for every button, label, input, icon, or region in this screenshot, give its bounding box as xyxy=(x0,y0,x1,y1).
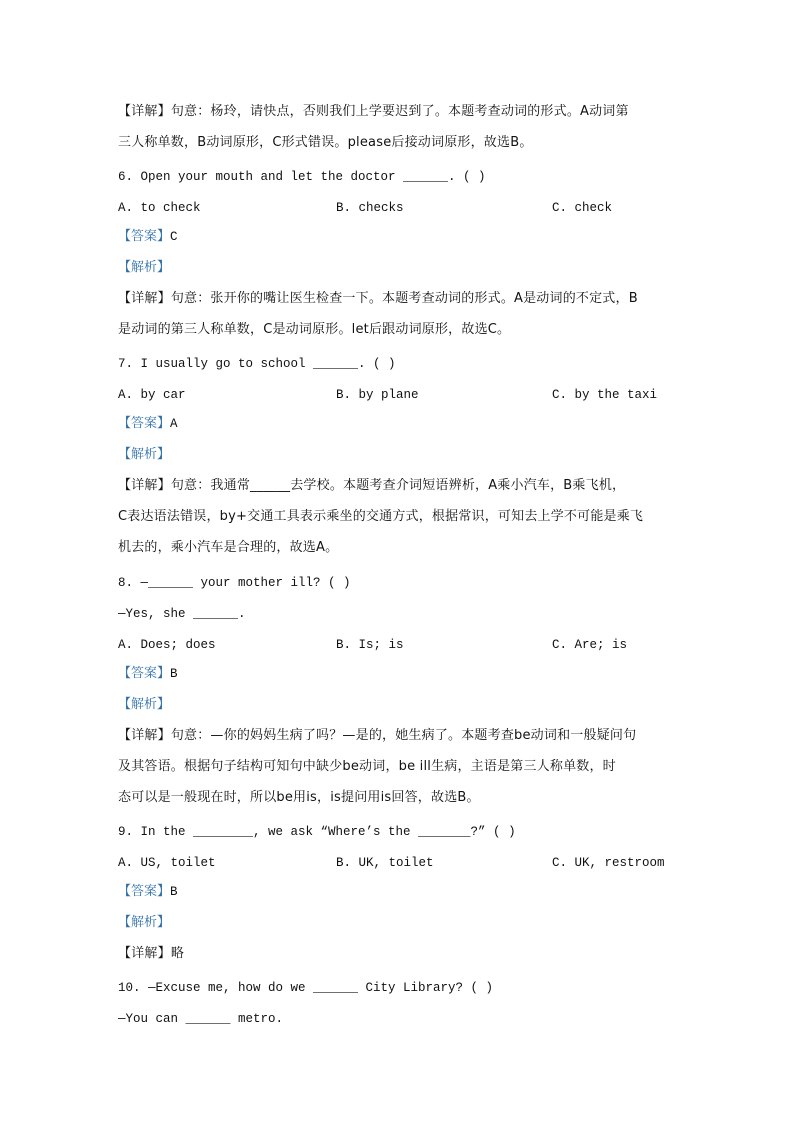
q7-answer-label: 【答案】 xyxy=(118,416,171,431)
q8-detail-text-1: 句意：—你的妈妈生病了吗？—是的，她生病了。本题考查be动词和一般疑问句 xyxy=(170,728,637,743)
q9-options xyxy=(118,854,718,872)
q6-answer xyxy=(118,228,178,246)
q7-answer-value: A xyxy=(170,417,178,431)
q9-question: 9. In the ________, we ask “Where’s the _______?” ( ) xyxy=(118,825,516,839)
q9-answer-value: B xyxy=(170,885,178,899)
q7-answer xyxy=(118,415,178,433)
q8-option-c: C. Are; is xyxy=(552,638,628,652)
q8-answer-label: 【答案】 xyxy=(118,666,171,681)
q6-option-a: A. to check xyxy=(118,201,201,215)
q8-option-a: A. Does; does xyxy=(118,638,216,652)
q6-answer-value: C xyxy=(170,230,178,244)
q8-option-b: B. Is; is xyxy=(336,638,404,652)
q6-option-c: C. check xyxy=(552,201,613,215)
q6-answer-label: 【答案】 xyxy=(118,229,171,244)
q9-option-c: C. UK, restroom xyxy=(552,856,665,870)
q8-detail-line-1 xyxy=(118,727,636,745)
q9-answer-label: 【答案】 xyxy=(118,884,171,899)
q7-option-c: C. by the taxi xyxy=(552,388,658,402)
q5-detail-text-1: 句意：杨玲，请快点，否则我们上学要迟到了。本题考查动词的形式。A动词第 xyxy=(170,104,629,119)
q6-analysis-label: 【解析】 xyxy=(118,260,171,275)
q8-analysis-label: 【解析】 xyxy=(118,697,171,712)
q5-detail-label: 【详解】 xyxy=(118,104,171,119)
q6-detail-text-1: 句意：张开你的嘴让医生检查一下。本题考查动词的形式。A是动词的不定式，B xyxy=(170,291,638,306)
q6-detail-label: 【详解】 xyxy=(118,291,171,306)
q9-analysis-label: 【解析】 xyxy=(118,915,171,930)
q9-detail-label: 【详解】 xyxy=(118,946,171,961)
q9-answer xyxy=(118,883,178,901)
q6-options xyxy=(118,199,718,217)
q5-detail-line-2: 三人称单数，B动词原形，C形式错误。please后接动词原形，故选B。 xyxy=(118,135,533,150)
q8-reply: —Yes, she ______. xyxy=(118,607,246,621)
q7-detail-line-2: C表达语法错误，by+交通工具表示乘坐的交通方式，根据常识，可知去上学不可能是乘飞 xyxy=(118,509,644,524)
q10-question: 10. —Excuse me, how do we ______ City Library? ( ) xyxy=(118,981,494,995)
q8-detail-label: 【详解】 xyxy=(118,728,171,743)
q7-detail-line-1 xyxy=(118,477,625,495)
q6-detail-line-2: 是动词的第三人称单数，C是动词原形。let后跟动词原形，故选C。 xyxy=(118,322,511,337)
q6-option-b: B. checks xyxy=(336,201,404,215)
q8-detail-line-2: 及其答语。根据句子结构可知句中缺少be动词，be ill生病，主语是第三人称单数，时 xyxy=(118,759,616,774)
q9-detail xyxy=(118,945,184,963)
q8-options xyxy=(118,636,718,654)
q7-detail-line-3: 机去的，乘小汽车是合理的，故选A。 xyxy=(118,540,339,555)
q5-detail-line-1 xyxy=(118,103,629,121)
q7-options xyxy=(118,386,718,404)
q8-detail-line-3: 态可以是一般现在时，所以be用is，is提问用is回答，故选B。 xyxy=(118,790,480,805)
q10-reply: —You can ______ metro. xyxy=(118,1012,284,1026)
q9-detail-text: 略 xyxy=(170,946,185,961)
q9-option-a: A. US, toilet xyxy=(118,856,216,870)
q6-detail-line-1 xyxy=(118,290,638,308)
q8-answer-value: B xyxy=(170,667,178,681)
q7-option-b: B. by plane xyxy=(336,388,419,402)
q7-option-a: A. by car xyxy=(118,388,186,402)
q8-answer xyxy=(118,665,178,683)
q7-detail-label: 【详解】 xyxy=(118,478,171,493)
q8-question: 8. —______ your mother ill? ( ) xyxy=(118,576,351,590)
q7-analysis-label: 【解析】 xyxy=(118,447,171,462)
q9-option-b: B. UK, toilet xyxy=(336,856,434,870)
q6-question: 6. Open your mouth and let the doctor ______. ( ) xyxy=(118,170,486,184)
q7-question: 7. I usually go to school ______. ( ) xyxy=(118,357,396,371)
q7-detail-text-1: 句意：我通常______去学校。本题考查介词短语辨析，A乘小汽车，B乘飞机， xyxy=(170,478,626,493)
